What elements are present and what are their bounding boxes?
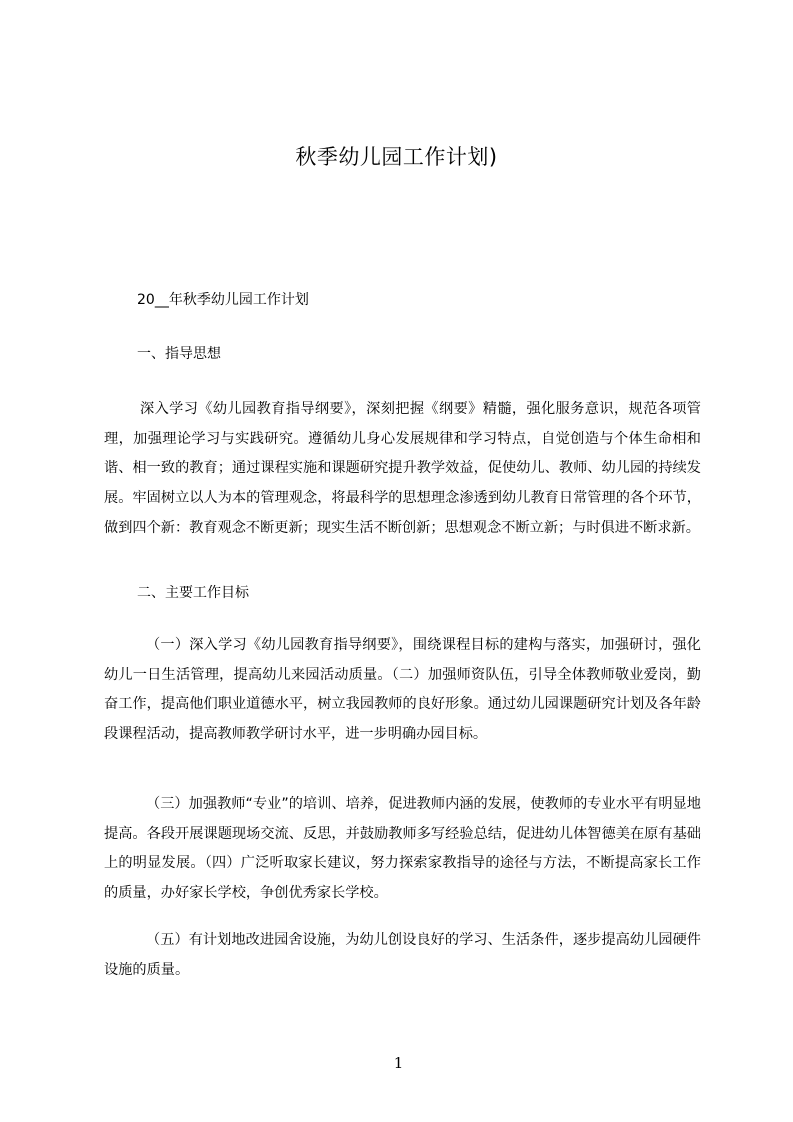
- section-heading-main-goals: 二、主要工作目标: [137, 585, 249, 601]
- document-title: 秋季幼儿园工作计划): [295, 145, 498, 169]
- paragraph-goal-five: （五）有计划地改进园舍设施，为幼儿创设良好的学习、生活条件，逐步提高幼儿园硬件设施的质量。: [104, 932, 701, 978]
- page-number: 1: [393, 1054, 404, 1072]
- section-heading-guiding-ideology: 一、指导思想: [137, 346, 221, 362]
- document-subtitle: 20__年秋季幼儿园工作计划: [137, 292, 309, 308]
- paragraph-guiding-ideology: 深入学习《幼儿园教育指导纲要》，深刻把握《纲要》精髓，强化服务意识，规范各项管理，加强理论学习与实践研究。遵循幼儿身心发展规律和学习特点，自觉创造与个体生命相和谐、相一致的教育；通过课程实施和课题研究提升教学效益，促使幼儿、教师、幼儿园的持续发展。牢固树立以人为本的管理观念，将最科学的思想理念渗透到幼儿教育日常管理的各个环节，做到四个新：教育观念不断更新；现实生活不断创新；思想观念不断立新；与时俱进不断求新。: [104, 401, 701, 536]
- paragraph-goals-three-four: （三）加强教师“专业”的培训、培养，促进教师内涵的发展，使教师的专业水平有明显地提高。各段开展课题现场交流、反思，并鼓励教师多写经验总结，促进幼儿体智德美在原有基础上的明显发展。（四）广泛听取家长建议，努力探索家教指导的途径与方法，不断提高家长工作的质量，办好家长学校，争创优秀家长学校。: [104, 796, 701, 902]
- paragraph-goals-one-two: （一）深入学习《幼儿园教育指导纲要》，围绕课程目标的建构与落实，加强研讨，强化幼儿一日生活管理，提高幼儿来园活动质量。（二）加强师资队伍，引导全体教师敬业爱岗，勤奋工作，提高他们职业道德水平，树立我园教师的良好形象。通过幼儿园课题研究计划及各年龄段课程活动，提高教师教学研讨水平，进一步明确办园目标。: [104, 637, 701, 743]
